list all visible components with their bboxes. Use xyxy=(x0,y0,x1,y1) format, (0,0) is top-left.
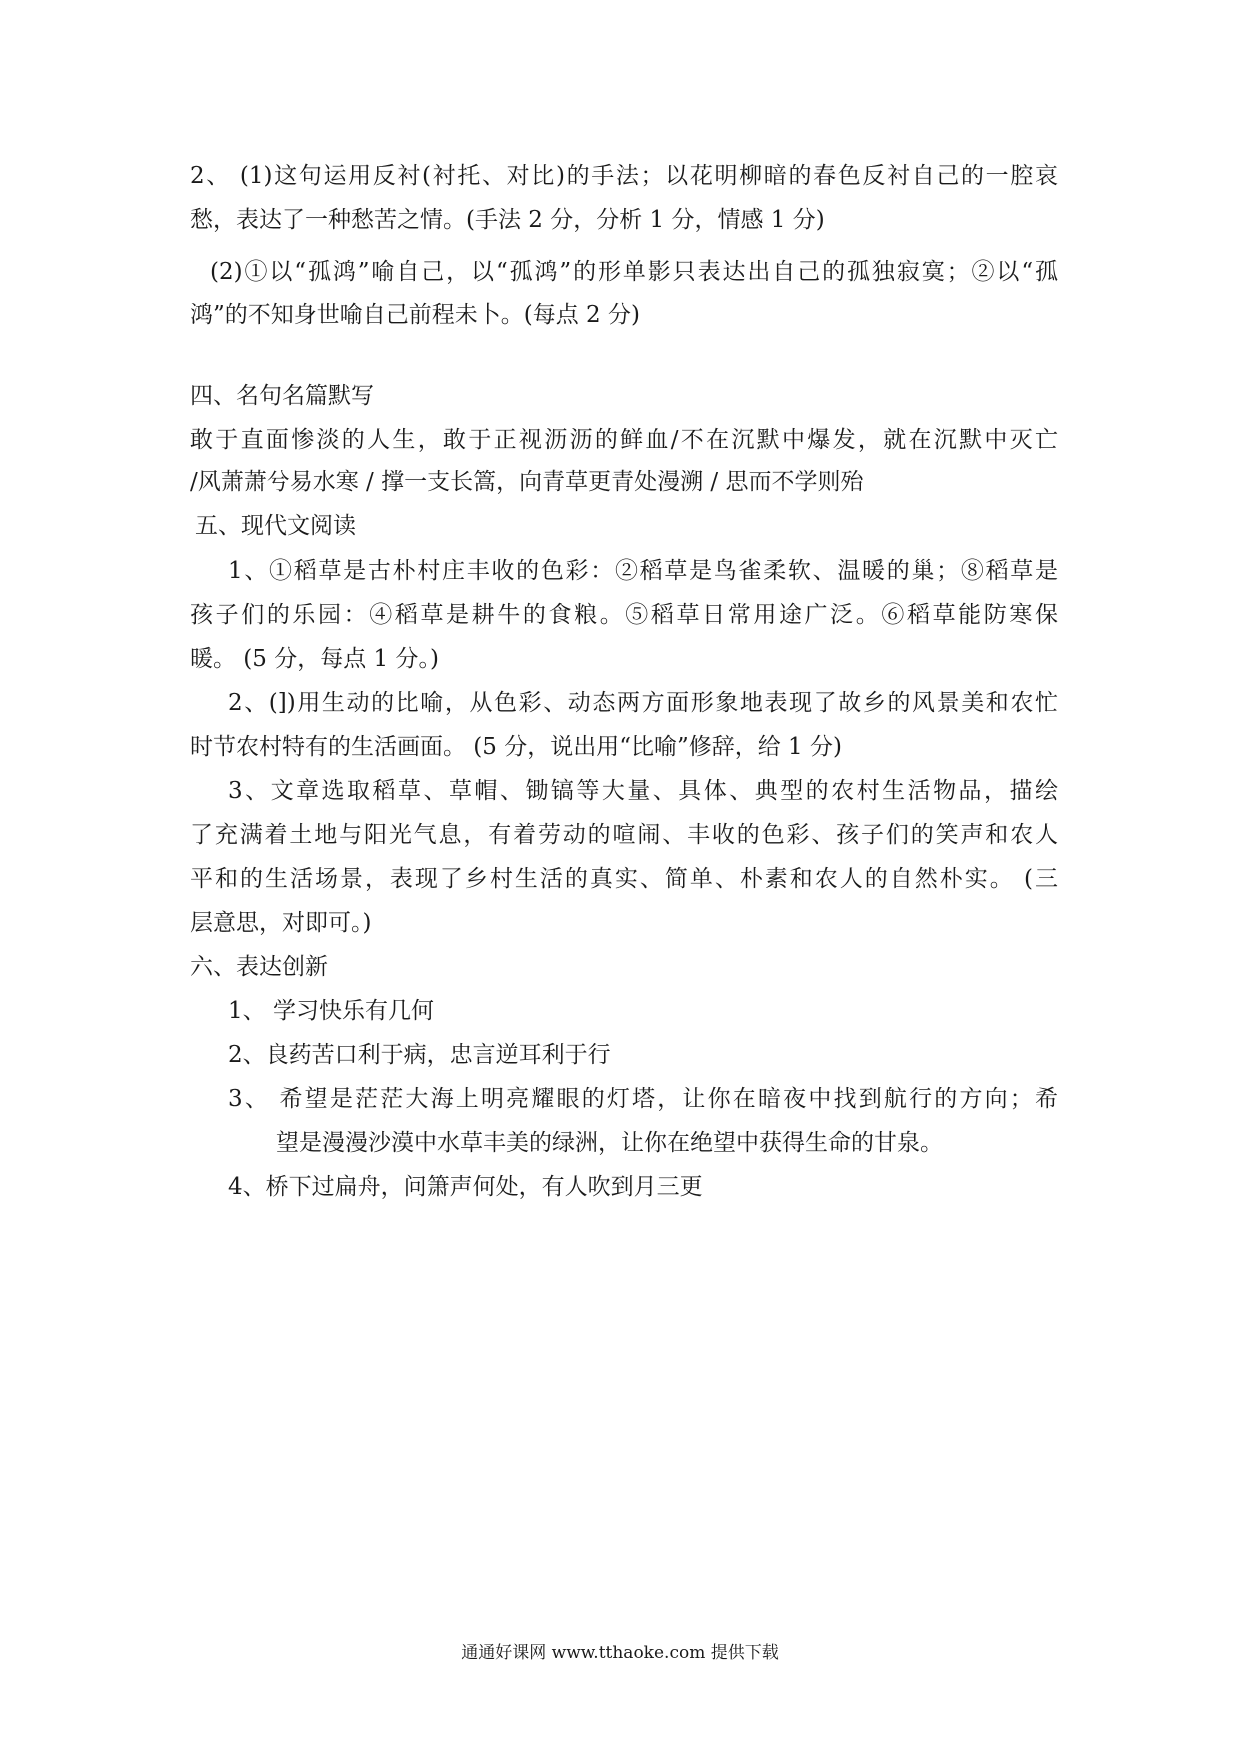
q2-answer-1-line1: 2、 (1)这句运用反衬(衬托、对比)的手法；以花明柳暗的春色反衬自己的一腔哀 xyxy=(190,163,1058,189)
section5-heading: 五、现代文阅读 xyxy=(195,513,356,539)
s5-q1-line2: 孩子们的乐园：④稻草是耕牛的食粮。⑤稻草日常用途广泛。⑥稻草能防寒保 xyxy=(190,602,1058,628)
s5-q1-line3: 暖。 (5 分，每点 1 分。) xyxy=(190,646,439,672)
s6-item1: 1、 学习快乐有几何 xyxy=(228,998,434,1024)
s5-q2-line1: 2、(])用生动的比喻，从色彩、动态两方面形象地表现了故乡的风景美和农忙 xyxy=(228,690,1058,716)
section4-line1: 敢于直面惨淡的人生，敢于正视沥沥的鲜血/不在沉默中爆发，就在沉默中灭亡 xyxy=(190,427,1058,453)
section4-line2: /风萧萧兮易水寒 / 撑一支长篙，向青草更青处漫溯 / 思而不学则殆 xyxy=(190,469,864,495)
s5-q3-line3: 平和的生活场景，表现了乡村生活的真实、简单、朴素和农人的自然朴实。 (三 xyxy=(190,866,1058,892)
s5-q3-line1: 3、文章选取稻草、草帽、锄镐等大量、具体、典型的农村生活物品，描绘 xyxy=(228,778,1058,804)
s5-q3-line2: 了充满着土地与阳光气息，有着劳动的喧闹、丰收的色彩、孩子们的笑声和农人 xyxy=(190,822,1058,848)
s6-item3-line2: 望是漫漫沙漠中水草丰美的绿洲，让你在绝望中获得生命的甘泉。 xyxy=(276,1130,943,1156)
s6-item3-line1: 3、 希望是茫茫大海上明亮耀眼的灯塔，让你在暗夜中找到航行的方向；希 xyxy=(228,1086,1058,1112)
s6-item2: 2、良药苦口利于病，忠言逆耳利于行 xyxy=(228,1042,611,1068)
q2-answer-2-line2: 鸿”的不知身世喻自己前程未卜。(每点 2 分) xyxy=(190,302,640,328)
s6-item4: 4、桥下过扁舟，问箫声何处，有人吹到月三更 xyxy=(228,1174,703,1200)
s5-q2-line2: 时节农村特有的生活画面。 (5 分，说出用“比喻”修辞，给 1 分) xyxy=(190,734,842,760)
s5-q3-line4: 层意思，对即可。) xyxy=(190,910,372,936)
section6-heading: 六、表达创新 xyxy=(190,954,328,980)
q2-answer-1-line2: 愁，表达了一种愁苦之情。(手法 2 分，分析 1 分，情感 1 分) xyxy=(190,207,825,233)
section4-heading: 四、名句名篇默写 xyxy=(190,383,374,409)
q2-answer-2-line1: (2)①以“孤鸿”喻自己，以“孤鸿”的形单影只表达出自己的孤独寂寞；②以“孤 xyxy=(210,259,1058,285)
s5-q1-line1: 1、①稻草是古朴村庄丰收的色彩：②稻草是鸟雀柔软、温暖的巢；⑧稻草是 xyxy=(228,558,1058,584)
footer-credit: 通通好课网 www.tthaoke.com 提供下载 xyxy=(461,1643,779,1663)
